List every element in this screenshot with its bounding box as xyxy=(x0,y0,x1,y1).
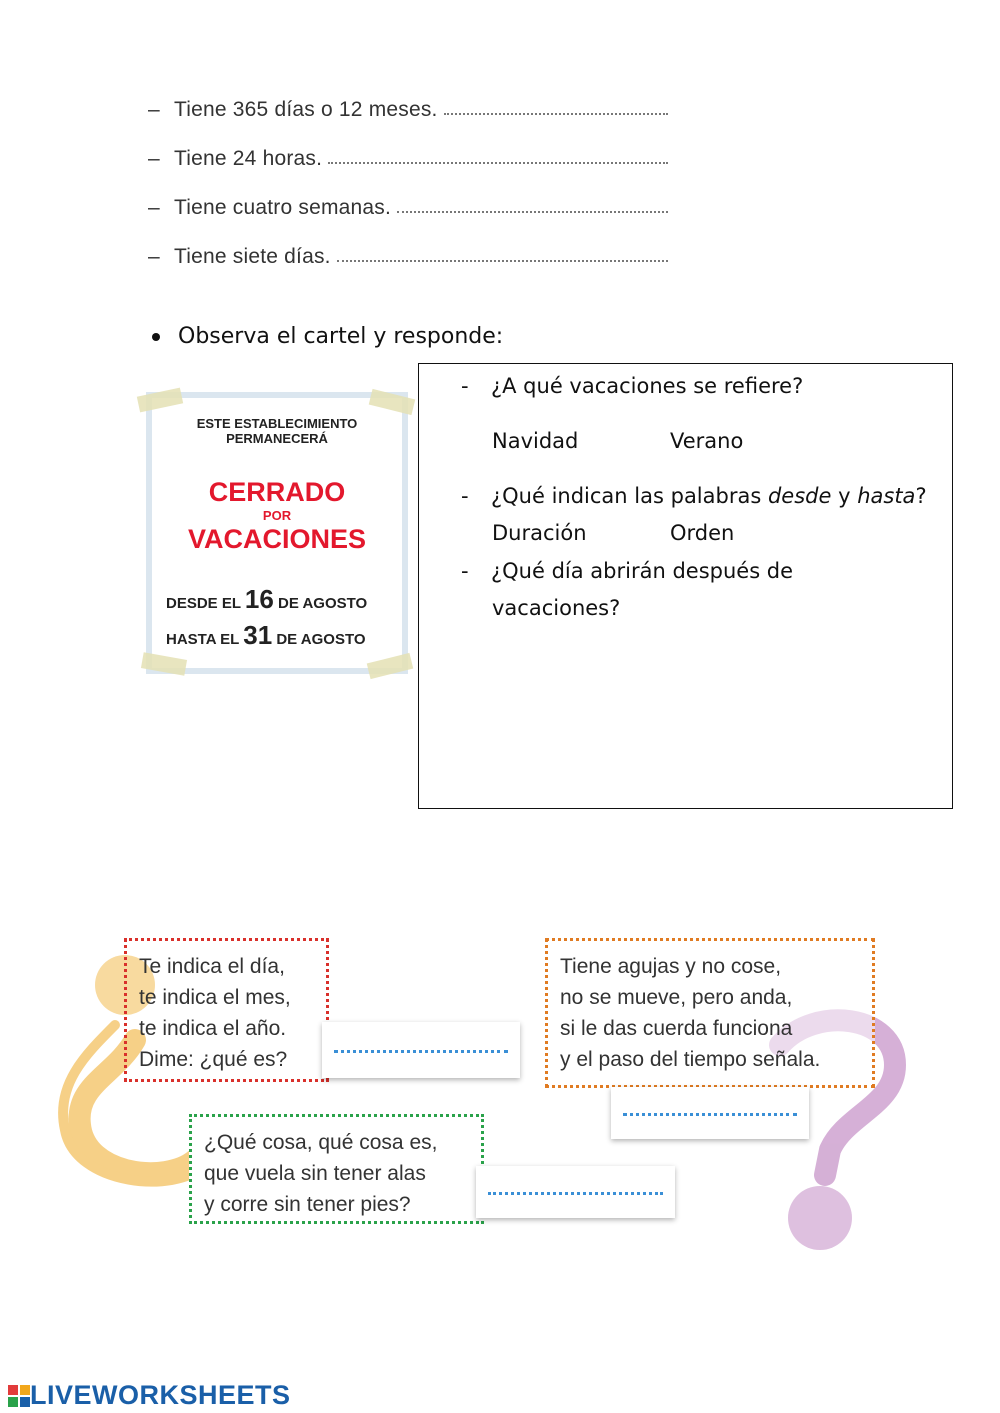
riddle-line: que vuela sin tener alas xyxy=(204,1162,426,1185)
definition-text: Tiene 24 horas. xyxy=(174,147,323,170)
riddle-line: Te indica el día, xyxy=(139,955,285,978)
footer-brand xyxy=(8,1380,291,1411)
riddle-line: te indica el mes, xyxy=(139,986,291,1009)
poster-desde xyxy=(166,584,392,615)
hasta-number: 31 xyxy=(243,620,273,650)
desde-suffix: DE AGOSTO xyxy=(278,595,368,612)
dash: – xyxy=(148,147,160,170)
poster-cerrado: CERRADO xyxy=(208,477,346,507)
riddle-1-answer-box[interactable] xyxy=(322,1022,520,1078)
question-text-line-1: ¿Qué día abrirán después de xyxy=(491,559,794,583)
riddle-line: y el paso del tiempo señala. xyxy=(560,1048,821,1071)
option-duracion[interactable]: Duración xyxy=(492,521,587,545)
poster-sheet xyxy=(152,398,402,668)
dash: - xyxy=(461,484,469,508)
word-desde: desde xyxy=(767,484,832,508)
q2-mid: y xyxy=(831,484,858,508)
questions-box xyxy=(418,363,953,809)
desde-prefix: DESDE EL xyxy=(166,595,241,612)
poster-vacaciones: VACACIONES xyxy=(187,524,367,554)
dash: – xyxy=(148,196,160,219)
question-text-line-2: vacaciones? xyxy=(492,596,621,620)
answer-dotted-line xyxy=(488,1192,663,1195)
riddle-line: Dime: ¿qué es? xyxy=(139,1048,288,1071)
definition-text: Tiene 365 días o 12 meses. xyxy=(174,98,438,121)
q2-pre: ¿Qué indican las palabras xyxy=(491,484,768,508)
answer-dotted-line xyxy=(334,1050,508,1053)
hasta-prefix: HASTA EL xyxy=(166,631,240,648)
definition-line xyxy=(148,235,668,269)
poster-por: POR xyxy=(262,508,292,523)
vacation-poster xyxy=(146,392,408,674)
word-hasta: hasta xyxy=(857,484,916,508)
poster-line-1: ESTE ESTABLECIMIENTO xyxy=(196,416,358,431)
option-navidad[interactable]: Navidad xyxy=(492,429,579,453)
bullet-icon xyxy=(152,333,160,341)
riddle-line: te indica el año. xyxy=(139,1017,287,1040)
answer-dotted-line[interactable] xyxy=(397,211,668,213)
instruction xyxy=(148,324,503,349)
poster-line-2: PERMANECERÁ xyxy=(226,431,328,446)
question-text xyxy=(491,484,927,508)
riddle-1 xyxy=(124,938,329,1082)
brand-name: LIVEWORKSHEETS xyxy=(30,1380,291,1410)
poster-hasta xyxy=(166,620,392,651)
hasta-suffix: DE AGOSTO xyxy=(276,631,366,648)
riddle-line: si le das cuerda funciona xyxy=(560,1017,793,1040)
definition-text: Tiene siete días. xyxy=(174,245,331,268)
liveworksheets-logo-icon xyxy=(8,1385,30,1407)
dash: - xyxy=(461,559,469,583)
riddle-line: y corre sin tener pies? xyxy=(204,1193,411,1216)
answer-dotted-line[interactable] xyxy=(337,260,668,262)
riddle-line: Tiene agujas y no cose, xyxy=(560,955,782,978)
riddle-line: ¿Qué cosa, qué cosa es, xyxy=(204,1131,438,1154)
desde-number: 16 xyxy=(244,584,274,614)
dash: – xyxy=(148,98,160,121)
definition-line xyxy=(148,137,668,171)
q2-post: ? xyxy=(915,484,927,508)
option-verano[interactable]: Verano xyxy=(670,429,744,453)
riddle-3-answer-box[interactable] xyxy=(476,1166,675,1218)
riddle-3 xyxy=(189,1114,484,1224)
option-orden[interactable]: Orden xyxy=(670,521,735,545)
answer-dotted-line xyxy=(623,1113,797,1116)
answer-dotted-line[interactable] xyxy=(328,162,668,164)
definition-line xyxy=(148,186,668,220)
riddle-2-answer-box[interactable] xyxy=(611,1087,809,1139)
riddle-line: no se mueve, pero anda, xyxy=(560,986,793,1009)
definition-text: Tiene cuatro semanas. xyxy=(174,196,392,219)
definition-line xyxy=(148,88,668,122)
dash: – xyxy=(148,245,160,268)
answer-dotted-line[interactable] xyxy=(444,113,668,115)
riddle-2 xyxy=(545,938,875,1088)
dash: - xyxy=(461,374,469,398)
instruction-text: Observa el cartel y responde: xyxy=(178,324,504,349)
question-text: ¿A qué vacaciones se refiere? xyxy=(491,374,804,398)
